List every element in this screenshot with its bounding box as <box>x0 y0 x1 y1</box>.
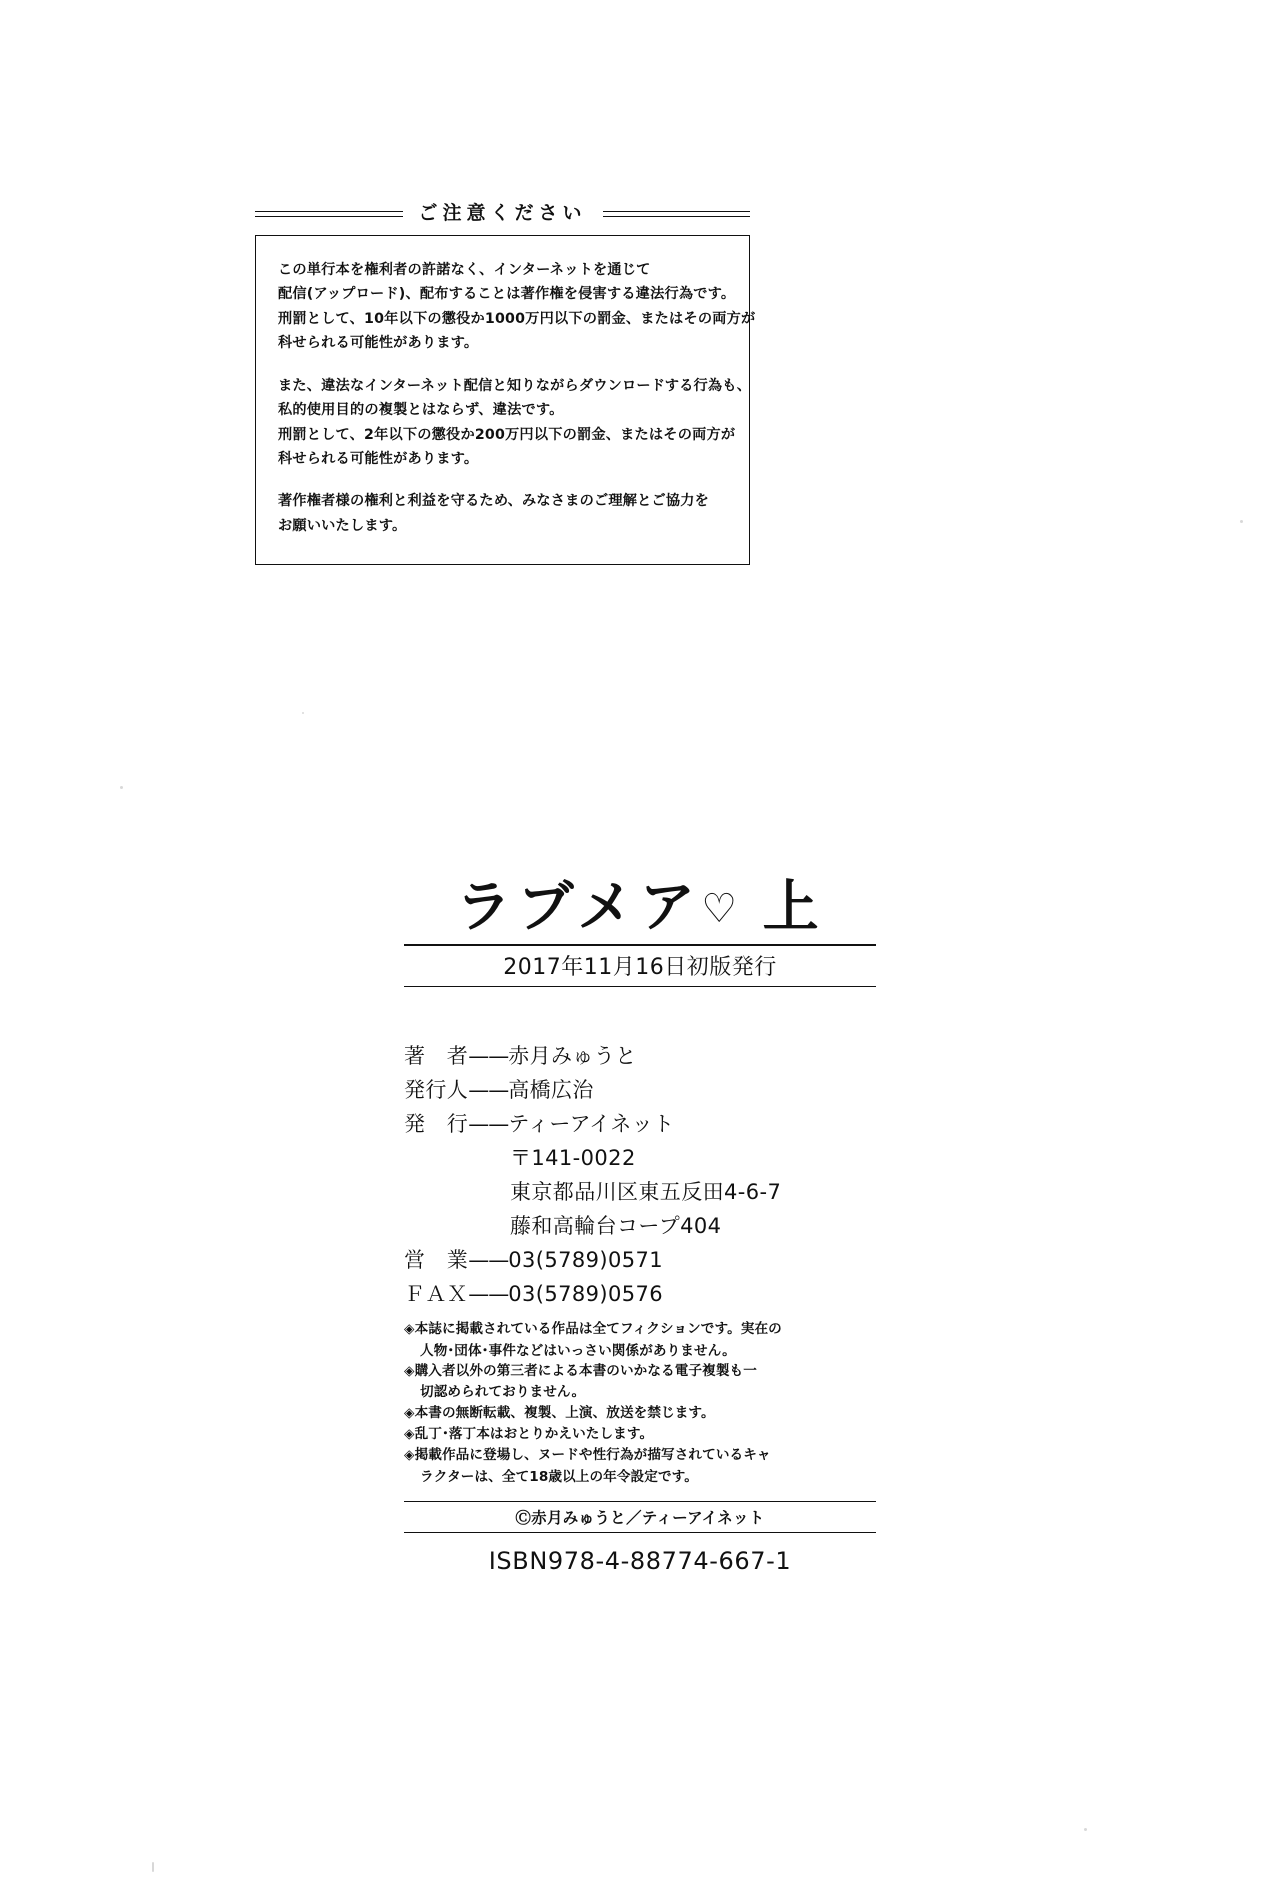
fax-number: 03(5789)0576 <box>508 1282 663 1307</box>
legal-note-line: 掲載作品に登場し、ヌードや性行為が描写されているキャ <box>414 1447 771 1464</box>
notice-title: ご注意ください <box>418 202 587 224</box>
phone-number: 03(5789)0571 <box>508 1248 663 1273</box>
contact-dash: —— <box>468 1282 509 1307</box>
title-rule <box>404 944 876 946</box>
legal-note <box>404 1319 876 1339</box>
legal-note <box>404 1424 876 1444</box>
address-line: 〒141-0022 <box>510 1146 636 1171</box>
paper-speckle <box>120 786 123 789</box>
credit-row <box>404 1107 876 1141</box>
notice-line: この単行本を権利者の許諾なく、インターネットを通じて <box>278 262 651 278</box>
notice-line: 著作権者様の権利と利益を守るため、みなさまのご理解とご協力を <box>278 493 710 510</box>
notice-line: お願いいたします。 <box>278 517 407 534</box>
legal-note-line: 本書の無断転載、複製、上演、放送を禁じます。 <box>414 1404 715 1421</box>
book-title-volume: 上 <box>762 875 825 940</box>
diamond-icon: ◈ <box>404 1447 415 1464</box>
copyright-rule-top <box>404 1501 876 1502</box>
book-title-row <box>0 875 1280 944</box>
credit-dash: —— <box>468 1078 509 1103</box>
notice-heading <box>255 198 750 225</box>
credit-value: 赤月みゅうと <box>508 1044 637 1068</box>
credit-dash: —— <box>468 1112 509 1137</box>
paper-speckle <box>1084 1828 1087 1831</box>
credit-row <box>404 1073 876 1107</box>
legal-note-line: 購入者以外の第三者による本書のいかなる電子複製も一 <box>414 1362 757 1379</box>
credit-label: 著 者 <box>404 1044 469 1068</box>
diamond-icon: ◈ <box>404 1362 415 1379</box>
book-title-main: ラブメア <box>455 875 702 940</box>
credits-list <box>404 1039 876 1311</box>
notice-rule-right <box>603 211 751 212</box>
notice-rule-left <box>255 211 403 212</box>
notice-line: 科せられる可能性があります。 <box>278 450 479 467</box>
legal-note-line: ラクターは、全て18歳以上の年令設定です。 <box>420 1468 698 1485</box>
contact-label: ＦＡＸ <box>404 1282 469 1307</box>
heart-icon: ♡ <box>701 886 738 932</box>
notice-paragraph <box>278 489 729 538</box>
diamond-icon: ◈ <box>404 1404 415 1421</box>
legal-notes-list <box>404 1319 876 1487</box>
copyright-notice-block <box>255 198 756 565</box>
legal-note <box>404 1361 876 1381</box>
isbn-line: ISBN978-4-88774-667-1 <box>488 1547 792 1576</box>
notice-line: 刑罰として、2年以下の懲役か200万円以下の罰金、またはその両方が <box>278 426 736 443</box>
legal-note-line: 本誌に掲載されている作品は全てフィクションです。実在の <box>414 1321 782 1338</box>
diamond-icon: ◈ <box>404 1426 415 1443</box>
contact-row <box>404 1243 876 1277</box>
paper-speckle <box>302 712 304 714</box>
copyright-rule-bottom <box>404 1532 876 1533</box>
contact-dash: —— <box>468 1248 509 1273</box>
notice-line: また、違法なインターネット配信と知りながらダウンロードする行為も、 <box>278 377 752 394</box>
legal-note <box>404 1403 876 1423</box>
address-line: 藤和高輪台コープ404 <box>510 1214 722 1239</box>
notice-paragraph <box>278 374 752 472</box>
date-rule <box>404 986 876 987</box>
copyright-line: Ⓒ赤月みゅうと／ティーアイネット <box>515 1509 765 1528</box>
contact-label: 営 業 <box>404 1248 469 1273</box>
diamond-icon: ◈ <box>404 1321 415 1338</box>
notice-line: 配信(アップロード)、配布することは著作権を侵害する違法行為です。 <box>278 286 736 303</box>
paper-speckle <box>1240 520 1243 523</box>
notice-line: 私的使用目的の複製とはならず、違法です。 <box>278 402 564 419</box>
credit-row <box>404 1039 876 1073</box>
book-title <box>455 875 825 944</box>
legal-note-line: 乱丁･落丁本はおとりかえいたします。 <box>414 1426 654 1443</box>
paper-speckle <box>152 1862 154 1872</box>
colophon-block <box>0 875 1280 1576</box>
credit-label: 発 行 <box>404 1112 469 1137</box>
contact-row <box>404 1277 876 1311</box>
notice-line: 科せられる可能性があります。 <box>278 335 479 352</box>
notice-line: 刑罰として、10年以下の懲役か1000万円以下の罰金、またはその両方が <box>278 310 756 327</box>
credit-dash: —— <box>468 1044 509 1068</box>
publication-date: 2017年11月16日初版発行 <box>503 955 777 980</box>
legal-note-line: 切認められておりません。 <box>420 1384 586 1401</box>
address-line: 東京都品川区東五反田4-6-7 <box>510 1180 782 1205</box>
notice-box <box>255 235 756 565</box>
legal-note-line: 人物･団体･事件などはいっさい関係がありません。 <box>420 1342 736 1359</box>
credit-label: 発行人 <box>404 1078 469 1103</box>
credit-value: 高橋広治 <box>508 1078 594 1103</box>
legal-note <box>404 1445 876 1465</box>
credit-value: ティーアイネット <box>508 1112 675 1137</box>
notice-paragraph <box>278 258 756 356</box>
